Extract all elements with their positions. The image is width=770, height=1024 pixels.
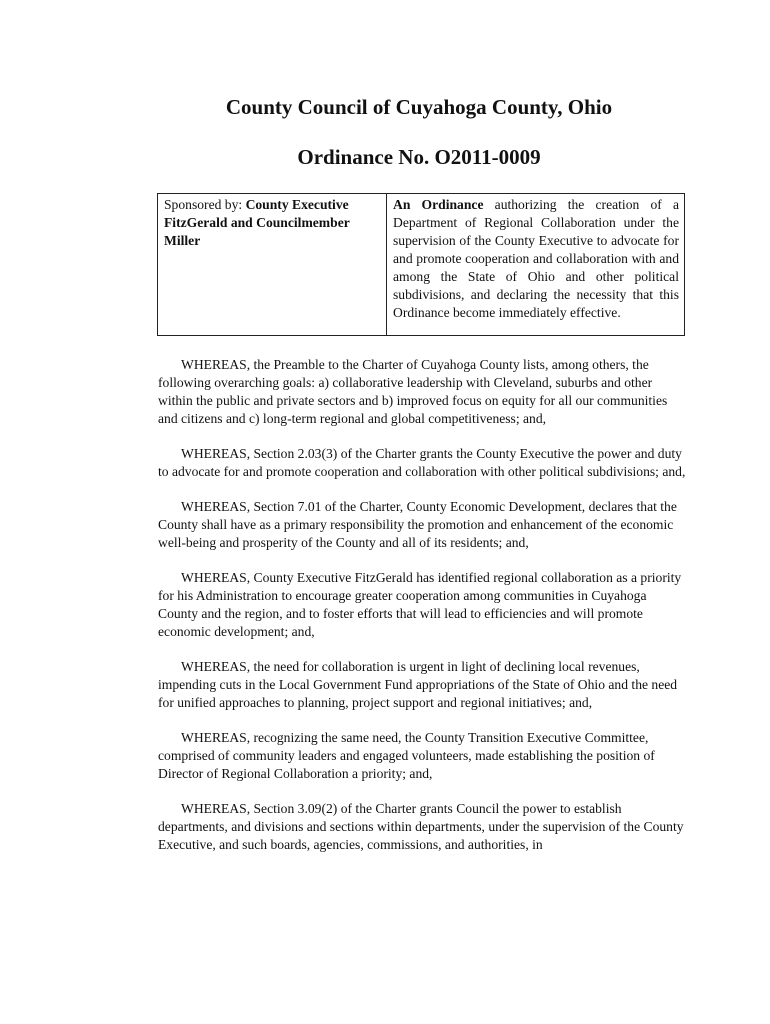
whereas-paragraph: WHEREAS, Section 7.01 of the Charter, County Economic Development, declares that the County shall have as a primary responsibility the promotion and enhancement of the economic well-being and prosperity of the County and all of its residents; and, [158, 499, 677, 550]
page-title: County Council of Cuyahoga County, Ohio [225, 95, 613, 119]
whereas-paragraph: WHEREAS, County Executive FitzGerald has identified regional collaboration as a priority for his Administration to encourage greater cooperation among communities in Cuyahoga County and the region, and to foster efforts that will lead to efficiencies and will promote economic development; and, [158, 570, 682, 639]
whereas-paragraph: WHEREAS, Section 2.03(3) of the Charter grants the County Executive the power and duty to advocate for and promote cooperation and collaboration with other political subdivisions; and, [158, 446, 686, 479]
whereas-paragraph: WHEREAS, the need for collaboration is urgent in light of declining local revenues, impending cuts in the Local Government Fund appropriations of the State of Ohio and the need for unified approaches to planning, project support and regional initiatives; and, [158, 659, 678, 710]
sponsors: County Executive FitzGerald and Councilmember Miller [164, 197, 350, 248]
ordinance-lead: An Ordinance [393, 197, 484, 212]
whereas-paragraph: WHEREAS, Section 3.09(2) of the Charter grants Council the power to establish departments, and divisions and sections within departments, under the supervision of the County Executive, and such boards, agencies, commissions, and authorities, in [158, 801, 684, 852]
sponsor-table [157, 193, 685, 336]
whereas-paragraph: WHEREAS, the Preamble to the Charter of Cuyahoga County lists, among others, the following overarching goals: a) collaborative leadership with Cleveland, suburbs and other within the public and private sectors and b) improved focus on equity for all our communities and citizens and c) long-term regional and global competitiveness; and, [158, 357, 668, 426]
whereas-paragraph: WHEREAS, recognizing the same need, the County Transition Executive Committee, comprised of community leaders and engaged volunteers, made establishing the position of Director of Regional Collaboration a priority; and, [158, 730, 655, 781]
ordinance-number: Ordinance No. O2011-0009 [297, 145, 541, 169]
ordinance-summary-cell [387, 194, 684, 335]
whereas-clauses [158, 356, 688, 871]
sponsored-by-label: Sponsored by: [164, 197, 246, 212]
sponsor-cell [158, 194, 387, 335]
ordinance-description: authorizing the creation of a Department of Regional Collaboration under the supervision of the County Executive to advocate for and promote cooperation and collaboration with and among the State of Ohio and other political subdivisions, and declaring the necessity that this Ordinance become immediately effective. [393, 197, 679, 320]
